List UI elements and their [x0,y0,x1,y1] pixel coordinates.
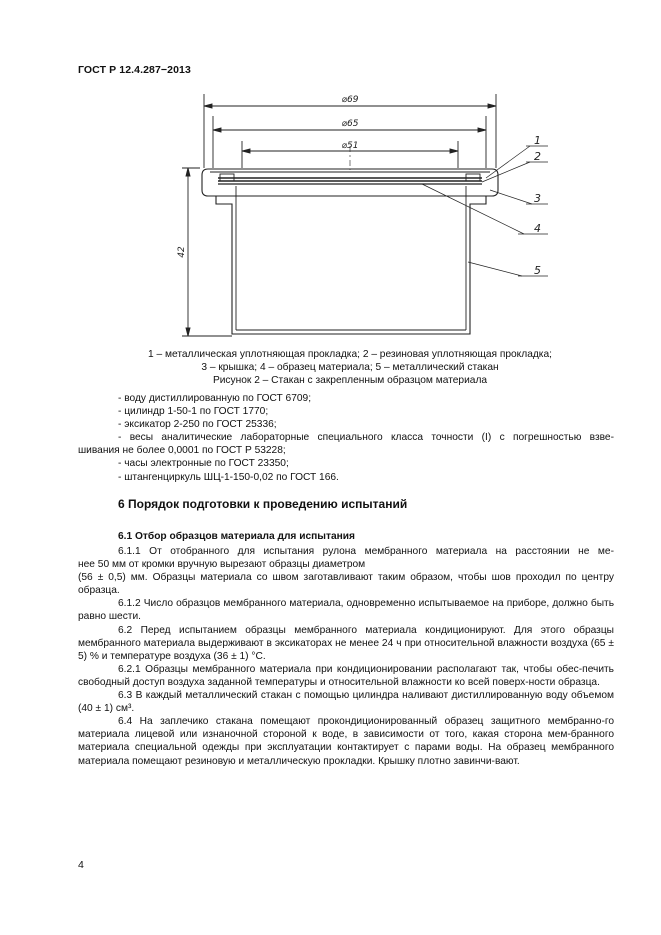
document-header: ГОСТ Р 12.4.287−2013 [78,64,191,76]
dimension-65: ⌀65 [341,119,359,129]
callout-1: 1 [534,134,541,147]
list-item: шивания не более 0,0001 по ГОСТ Р 53228; [78,445,286,457]
page-number: 4 [78,859,84,871]
list-item: - воду дистиллированную по ГОСТ 6709; [118,393,312,404]
paragraph-6-4: 6.4 На заплечико стакана помещают прокондиционированный образец защитного мембранно-го материала лицевой или изнаночной стороной к воде, в зависимости от того, какая сторона мем-бранного материала специальной одежды при эксплуатации контактирует с парами воды. На образец мембранного материала помещают резиновую и металлическую прокладки. Крышку плотно завинчи-вают. [78,716,614,767]
paragraph-6-3: 6.3 В каждый металлический стакан с помощью цилиндра наливают дистиллированную воду объемом (40 ± 1) см³. [78,690,614,715]
list-item: - эксикатор 2-250 по ГОСТ 25336; [118,419,277,431]
list-item: - часы электронные по ГОСТ 23350; [118,458,289,470]
paragraph-6-1-1-line3: (56 ± 0,5) мм. Образцы материала со швом заготавливают таким образом, чтобы шов проходил по центру образца. [78,572,614,597]
figure-caption: Рисунок 2 – Стакан с закрепленным образцом материала [212,375,488,386]
paragraph-6-2: 6.2 Перед испытанием образцы мембранного материала кондиционируют. Для этого образцы мембранного материала выдерживают в эксикаторах не менее 24 ч при относительной влажности воздуха (65 ± 5) % и температуре воздуха (36 ± 1) °С. [78,624,614,662]
callout-5: 5 [534,264,541,277]
paragraph-6-1-1-line2: нее 50 мм от кромки вручную вырезают образцы диаметром [78,559,366,571]
list-item: - весы аналитические лабораторные специального класса точности (I) с погрешностью взве- [118,432,614,444]
dimension-42: 42 [177,246,187,258]
body-text [78,545,614,768]
subsection-title: 6.1 Отбор образцов материала для испытания [118,531,355,542]
cup-drawing [170,86,590,346]
section-title: 6 Порядок подготовки к проведению испытаний [118,497,408,511]
dimension-69: ⌀69 [341,95,359,105]
figure-legend-line-2: 3 – крышка; 4 – образец материала; 5 – металлический стакан [201,362,499,373]
callout-3: 3 [534,192,541,205]
dimension-51: ⌀51 [341,141,359,151]
equipment-list [78,392,614,484]
paragraph-6-1-2: 6.1.2 Число образцов мембранного материала, одновременно испытываемое на приборе, должно быть равно шести. [78,598,614,623]
paragraph-6-2-1: 6.2.1 Образцы мембранного материала при кондиционировании располагают так, чтобы обес-печить свободный доступ воздуха заданной температуры и относительной влажности ко всей поверх-ности образца. [78,663,614,688]
paragraph-6-1-1-line1: 6.1.1 От отобранного для испытания рулона мембранного материала на расстоянии не ме- [118,546,614,557]
list-item: - штангенциркуль ШЦ-1-150-0,02 по ГОСТ 166. [118,471,339,483]
list-item: - цилиндр 1-50-1 по ГОСТ 1770; [118,406,269,418]
callout-4: 4 [534,222,541,235]
figure-legend-line-1: 1 – металлическая уплотняющая прокладка; 2 – резиновая уплотняющая прокладка; [148,349,552,360]
callout-2: 2 [534,150,541,163]
